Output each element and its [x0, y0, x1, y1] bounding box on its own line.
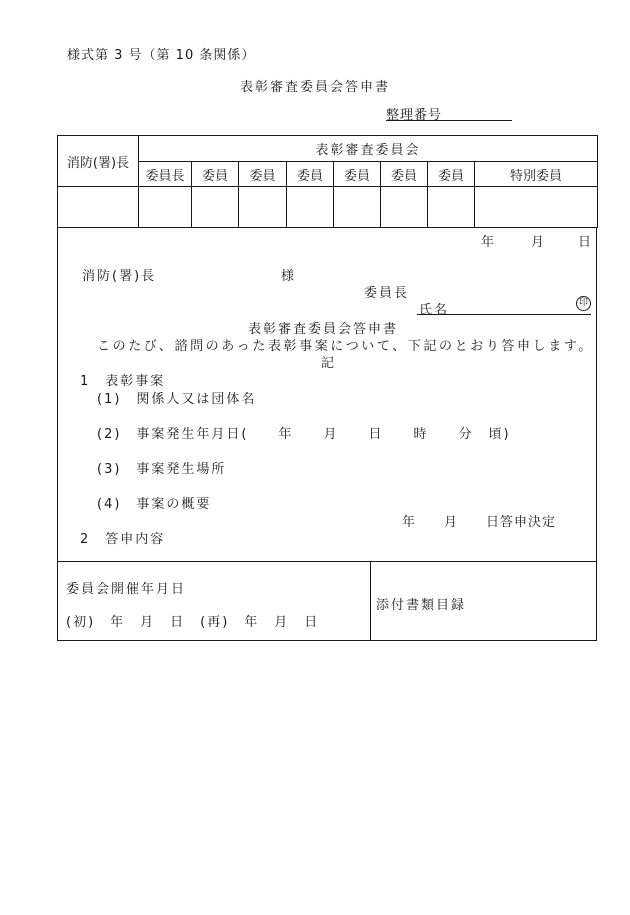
- member-header: 特別委員: [475, 162, 598, 187]
- seal-cell[interactable]: [428, 187, 475, 228]
- seal-cell[interactable]: [381, 187, 428, 228]
- seal-cell[interactable]: [475, 187, 598, 228]
- section-2-heading: 2 答申内容: [80, 532, 166, 547]
- member-header: 委員: [381, 162, 428, 187]
- member-header: 委員長: [139, 162, 192, 187]
- approval-table: [57, 135, 598, 228]
- meeting-date-label: 委員会開催年月日: [66, 582, 187, 597]
- inner-title: 表彰審査委員会答申書: [248, 322, 399, 337]
- name-label: 氏名: [419, 303, 450, 318]
- reference-number-label: 整理番号: [386, 108, 443, 123]
- seal-cell[interactable]: [192, 187, 239, 228]
- member-header: 委員: [239, 162, 287, 187]
- document-title: 表彰審査委員会答申書: [239, 80, 390, 95]
- member-header: 委員: [192, 162, 239, 187]
- member-header: 委員: [428, 162, 475, 187]
- date-month: 月: [531, 235, 545, 250]
- member-header: 委員: [334, 162, 381, 187]
- item-3: (3) 事案発生場所: [97, 462, 227, 477]
- section-1-heading: 1 表彰事案: [80, 374, 166, 389]
- intro-text: このたび、諮問のあった表彰事案について、下記のとおり答申します。: [97, 339, 594, 354]
- seal-mark: 印: [576, 296, 591, 311]
- date-day: 日: [578, 235, 592, 250]
- ki-label: 記: [321, 356, 335, 371]
- attachments-label: 添付書類目録: [376, 598, 467, 613]
- honorific: 様: [281, 269, 295, 284]
- addressee: 消防(署)長: [82, 269, 157, 284]
- date-year: 年: [481, 235, 495, 250]
- seal-cell[interactable]: [239, 187, 287, 228]
- footer-divider: [370, 562, 371, 640]
- item-4: (4) 事案の概要: [97, 497, 212, 512]
- seal-cell[interactable]: [58, 187, 139, 228]
- fire-chief-header: 消防(署)長: [58, 136, 139, 187]
- committee-header: 表彰審査委員会: [139, 136, 598, 162]
- item-2: (2) 事案発生年月日( 年 月 日 時 分 頃): [97, 427, 511, 442]
- reference-number-field[interactable]: [386, 120, 512, 121]
- seal-cell[interactable]: [139, 187, 192, 228]
- name-field[interactable]: [417, 314, 591, 315]
- form-number: 様式第 3 号（第 10 条関係）: [67, 48, 256, 63]
- meeting-dates: (初) 年 月 日 (再) 年 月 日: [66, 615, 320, 630]
- decision-date: 年 月 日答申決定: [402, 515, 557, 530]
- chair-label: 委員長: [364, 286, 410, 301]
- item-1: (1) 関係人又は団体名: [97, 392, 257, 407]
- member-header: 委員: [287, 162, 334, 187]
- seal-cell[interactable]: [287, 187, 334, 228]
- seal-cell[interactable]: [334, 187, 381, 228]
